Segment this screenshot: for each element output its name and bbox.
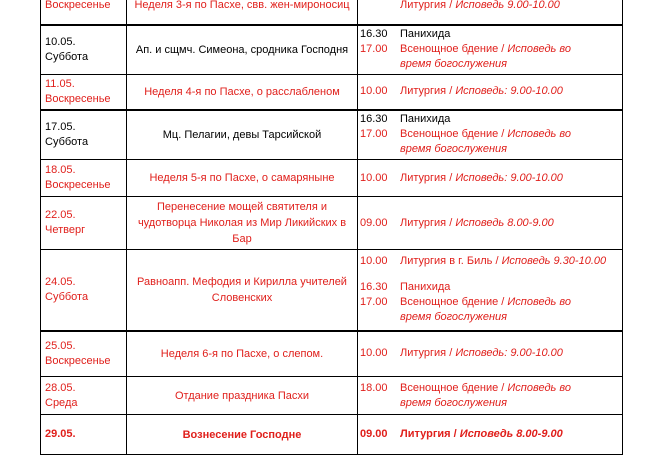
confession-note: Исповедь: 9.00-10.00 <box>455 171 563 184</box>
weekday-label: Четверг <box>45 224 86 236</box>
service-text: Литургия / Исповедь 9.00-10.00 <box>400 0 560 11</box>
schedule-row <box>41 331 623 377</box>
service-time: 10.00 <box>360 85 388 98</box>
confession-note: Исповедь 8.00-9.00 <box>455 216 554 229</box>
service-time: 17.00 <box>360 296 388 309</box>
service-time: 16.30 <box>360 28 388 41</box>
service-name: Литургия <box>400 347 447 360</box>
service-time: 10.00 <box>360 171 388 184</box>
service-line <box>360 280 622 295</box>
weekday-label: Суббота <box>45 290 89 303</box>
service-name: Литургия <box>400 428 451 440</box>
confession-note: Исповедь 8.00-9.00 <box>459 428 563 440</box>
service-time <box>360 396 400 411</box>
event-cell <box>127 331 358 377</box>
services-cell <box>358 75 623 110</box>
service-name: Панихида <box>400 281 451 294</box>
service-line <box>360 381 622 396</box>
event-cell <box>127 110 358 160</box>
service-text <box>400 280 622 295</box>
service-name: Литургия <box>400 85 447 98</box>
service-line <box>360 171 622 186</box>
service-line <box>360 112 622 127</box>
event-title: Ап. и сщмч. Симеона, сродника Господня <box>135 43 349 56</box>
date-label: 17.05. <box>45 120 76 133</box>
event-title: Неделя 3-я по Пасхе, свв. жен-мироносиц <box>134 0 350 12</box>
service-text: Литургия / Исповедь: 9.00-10.00 <box>400 85 563 98</box>
date-label: 22.05. <box>45 209 76 221</box>
service-text: Всенощное бдение / Исповедь во <box>400 296 571 309</box>
service-text <box>400 142 622 157</box>
event-title: Вознесение Господне <box>182 428 302 441</box>
weekday-label: Воскресенье <box>45 92 111 105</box>
service-time: 17.00 <box>360 43 388 56</box>
confession-note: Исповедь во <box>507 43 571 56</box>
service-text <box>400 57 622 72</box>
service-name: Панихида <box>400 28 451 41</box>
date-label: 24.05. <box>45 275 76 288</box>
confession-note: Исповедь во <box>507 381 571 394</box>
service-line <box>360 0 622 13</box>
service-line <box>360 396 622 411</box>
schedule-row <box>41 0 623 25</box>
service-text: Всенощное бдение / Исповедь во <box>400 128 571 141</box>
service-line <box>360 127 622 142</box>
confession-note: Исповедь: 9.00-10.00 <box>455 85 563 98</box>
schedule-row <box>41 250 623 331</box>
service-time: 16.30 <box>360 281 388 294</box>
date-label: 25.05. <box>45 339 76 352</box>
weekday-label: Воскресенье <box>45 0 111 11</box>
date-cell <box>41 75 127 110</box>
service-text: Всенощное бдение / Исповедь во <box>400 381 571 394</box>
service-name: Всенощное бдение <box>400 296 499 309</box>
service-text <box>400 112 622 127</box>
event-cell <box>127 377 358 415</box>
confession-note: время богослужения <box>400 143 507 156</box>
event-cell <box>127 250 358 331</box>
schedule-table <box>40 0 623 455</box>
service-time <box>360 142 400 157</box>
service-time: 17.00 <box>360 128 388 141</box>
event-title: Неделя 4-я по Пасхе, о расслабленом <box>144 85 340 98</box>
weekday-label: Воскресенье <box>45 354 111 367</box>
service-line <box>360 84 622 99</box>
service-time: 18.00 <box>360 381 388 394</box>
confession-note: Исповедь 9.00-10.00 <box>455 0 560 11</box>
service-name: Всенощное бдение <box>400 381 499 394</box>
event-title: Равноапп. Мефодия и Кирилла учителей Словенских <box>137 275 347 304</box>
weekday-label: Среда <box>45 396 78 409</box>
service-name: Литургия в г. Биль <box>400 255 493 268</box>
confession-note: Исповедь во <box>507 128 571 141</box>
date-label: 28.05. <box>45 381 76 394</box>
service-text: Литургия / Исповедь: 9.00-10.00 <box>400 171 563 184</box>
event-cell <box>127 75 358 110</box>
date-cell <box>41 110 127 160</box>
services-cell <box>358 197 623 250</box>
services-cell <box>358 25 623 75</box>
service-time: 09.00 <box>360 216 388 229</box>
service-name: Литургия <box>400 171 447 184</box>
event-title: Отдание праздника Пасхи <box>174 389 310 402</box>
service-text: Литургия / Исповедь 8.00-9.00 <box>400 216 554 229</box>
service-time: 09.00 <box>360 428 388 440</box>
date-cell <box>41 160 127 197</box>
services-cell <box>358 160 623 197</box>
event-title: Перенесение мощей святителя и чудотворца Николая из Мир Ликийских в Бар <box>137 201 347 245</box>
service-name: Всенощное бдение <box>400 128 499 141</box>
service-time <box>360 0 400 13</box>
date-cell <box>41 25 127 75</box>
date-cell <box>41 0 127 25</box>
date-cell <box>41 250 127 331</box>
schedule-row <box>41 415 623 455</box>
weekday-label: Воскресенье <box>45 179 111 191</box>
event-cell <box>127 0 358 25</box>
service-name: Панихида <box>400 113 451 126</box>
date-label: 18.05. <box>45 164 76 176</box>
service-line <box>360 216 622 231</box>
schedule-row <box>41 197 623 250</box>
service-time: 10.00 <box>360 255 388 268</box>
confession-note: Исповедь во <box>507 296 571 309</box>
confession-note: время богослужения <box>400 311 507 324</box>
services-cell <box>358 377 623 415</box>
event-title: Неделя 5-я по Пасхе, о самаряныне <box>149 172 335 184</box>
event-cell <box>127 415 358 455</box>
services-cell <box>358 250 623 331</box>
weekday-label: Суббота <box>45 135 89 148</box>
date-cell <box>41 377 127 415</box>
weekday-label: Суббота <box>45 50 89 63</box>
service-line <box>360 142 622 157</box>
services-cell <box>358 110 623 160</box>
service-line <box>360 42 622 57</box>
event-title: Мц. Пелагии, девы Тарсийской <box>162 128 322 141</box>
service-name: Всенощное бдение <box>400 43 499 56</box>
schedule-row <box>41 160 623 197</box>
service-time: 16.30 <box>360 113 388 126</box>
date-cell <box>41 331 127 377</box>
confession-note: время богослужения <box>400 58 507 71</box>
date-label: 10.05. <box>45 35 76 48</box>
service-text: Литургия в г. Биль / Исповедь 9.30-10.00 <box>400 255 607 268</box>
service-time <box>360 310 400 325</box>
confession-note: Исповедь: 9.00-10.00 <box>455 347 563 360</box>
schedule-row <box>41 110 623 160</box>
event-cell <box>127 197 358 250</box>
services-cell <box>358 331 623 377</box>
service-time: 10.00 <box>360 347 388 360</box>
service-line <box>360 254 622 269</box>
service-line <box>360 346 622 361</box>
schedule-row <box>41 25 623 75</box>
service-text: Литургия / Исповедь 8.00-9.00 <box>400 428 563 440</box>
service-time <box>360 57 400 72</box>
service-name: Литургия <box>400 216 447 229</box>
service-line <box>360 27 622 42</box>
schedule-row <box>41 75 623 110</box>
confession-note: Исповедь 9.30-10.00 <box>501 255 607 268</box>
date-cell <box>41 415 127 455</box>
date-cell <box>41 197 127 250</box>
service-text <box>400 310 622 325</box>
date-label: 11.05. <box>45 77 75 90</box>
event-cell <box>127 25 358 75</box>
line-spacer <box>360 269 622 280</box>
event-cell <box>127 160 358 197</box>
service-text <box>400 27 622 42</box>
services-cell <box>358 415 623 455</box>
event-title: Неделя 6-я по Пасхе, о слепом. <box>160 347 324 360</box>
date-label: 29.05. <box>45 428 76 440</box>
service-text: Всенощное бдение / Исповедь во <box>400 43 571 56</box>
service-line <box>360 427 622 442</box>
service-name: Литургия <box>400 0 447 11</box>
confession-note: время богослужения <box>400 396 507 409</box>
service-line <box>360 57 622 72</box>
services-cell <box>358 0 623 25</box>
service-line <box>360 295 622 310</box>
service-text: Литургия / Исповедь: 9.00-10.00 <box>400 347 563 360</box>
service-line <box>360 310 622 325</box>
service-text <box>400 396 622 411</box>
schedule-row <box>41 377 623 415</box>
